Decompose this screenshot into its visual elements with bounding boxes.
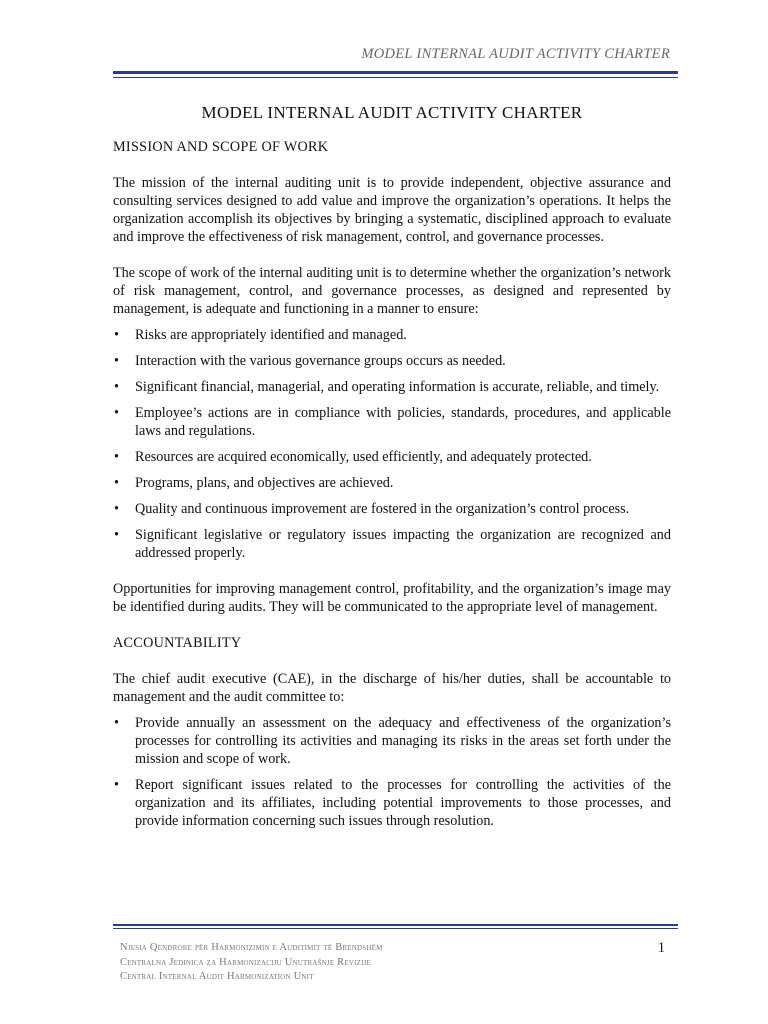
mission-paragraph-3: Opportunities for improving management control, profitability, and the organization’s image may be identified during audits. They will be communicated to the appropriate level of management. [113,581,671,615]
list-item [113,526,671,562]
footer-line-albanian: Njesia Qendrore për Harmonizimin e Auditimit të Brendshëm [120,942,383,953]
accountability-paragraph-1: The chief audit executive (CAE), in the discharge of his/her duties, shall be accountable to management and the audit committee to: [113,671,671,705]
list-item [113,714,671,768]
header-rule-secondary [113,77,678,78]
list-item [113,776,671,830]
running-header: MODEL INTERNAL AUDIT ACTIVITY CHARTER [361,46,670,62]
list-item-text: Risks are appropriately identified and managed. [135,327,407,343]
bullet-icon: • [114,379,119,395]
list-item [113,404,671,440]
document-body [113,104,671,848]
bullet-icon: • [114,777,119,793]
document-title: MODEL INTERNAL AUDIT ACTIVITY CHARTER [201,103,583,122]
bullet-icon: • [114,475,119,491]
list-item-text: Employee’s actions are in compliance with policies, standards, procedures, and applicable laws and regulations. [135,405,671,439]
mission-bullet-list [113,326,671,562]
list-item-text: Quality and continuous improvement are fostered in the organization’s control process. [135,501,630,517]
list-item-text: Resources are acquired economically, used efficiently, and adequately protected. [135,449,592,465]
footer-line-english: Central Internal Audit Harmonization Unit [120,971,314,982]
bullet-icon: • [114,449,119,465]
accountability-bullet-list [113,714,671,830]
footer-rule [113,924,678,926]
page-number: 1 [657,940,665,956]
list-item [113,352,671,370]
header-rule [113,71,678,74]
list-item [113,448,671,466]
list-item-text: Programs, plans, and objectives are achieved. [135,475,394,491]
section-heading-mission: MISSION AND SCOPE OF WORK [113,139,329,155]
bullet-icon: • [114,405,119,421]
list-item-text: Significant legislative or regulatory issues impacting the organization are recognized and addressed properly. [135,527,671,561]
section-heading-accountability: ACCOUNTABILITY [113,635,242,651]
list-item-text: Interaction with the various governance groups occurs as needed. [135,353,506,369]
bullet-icon: • [114,715,119,731]
mission-paragraph-1: The mission of the internal auditing unit is to provide independent, objective assurance and consulting services designed to add value and improve the organization’s operations. It helps the organization accomplish its objectives by bringing a systematic, disciplined approach to evaluate and improve the effectiveness of risk management, control, and governance processes. [113,175,671,245]
bullet-icon: • [114,353,119,369]
list-item [113,326,671,344]
bullet-icon: • [114,527,119,543]
footer-rule-secondary [113,928,678,929]
bullet-icon: • [114,501,119,517]
list-item [113,378,671,396]
footer-institution [120,941,383,985]
footer-line-croatian: Centralna Jedinica za Harmonizaciju Unutrašnje Revizije [120,956,372,968]
list-item-text: Report significant issues related to the processes for controlling the activities of the organization and its affiliates, including potential improvements to those processes, and provide information concerning such issues through resolution. [135,777,671,829]
list-item-text: Provide annually an assessment on the adequacy and effectiveness of the organization’s processes for controlling its activities and managing its risks in the areas set forth under the mission and scope of work. [135,715,671,767]
bullet-icon: • [114,327,119,343]
list-item-text: Significant financial, managerial, and operating information is accurate, reliable, and timely. [135,379,660,395]
list-item [113,474,671,492]
list-item [113,500,671,518]
mission-paragraph-2: The scope of work of the internal auditing unit is to determine whether the organization’s network of risk management, control, and governance processes, as designed and represented by management, is adequate and functioning in a manner to ensure: [113,265,671,317]
